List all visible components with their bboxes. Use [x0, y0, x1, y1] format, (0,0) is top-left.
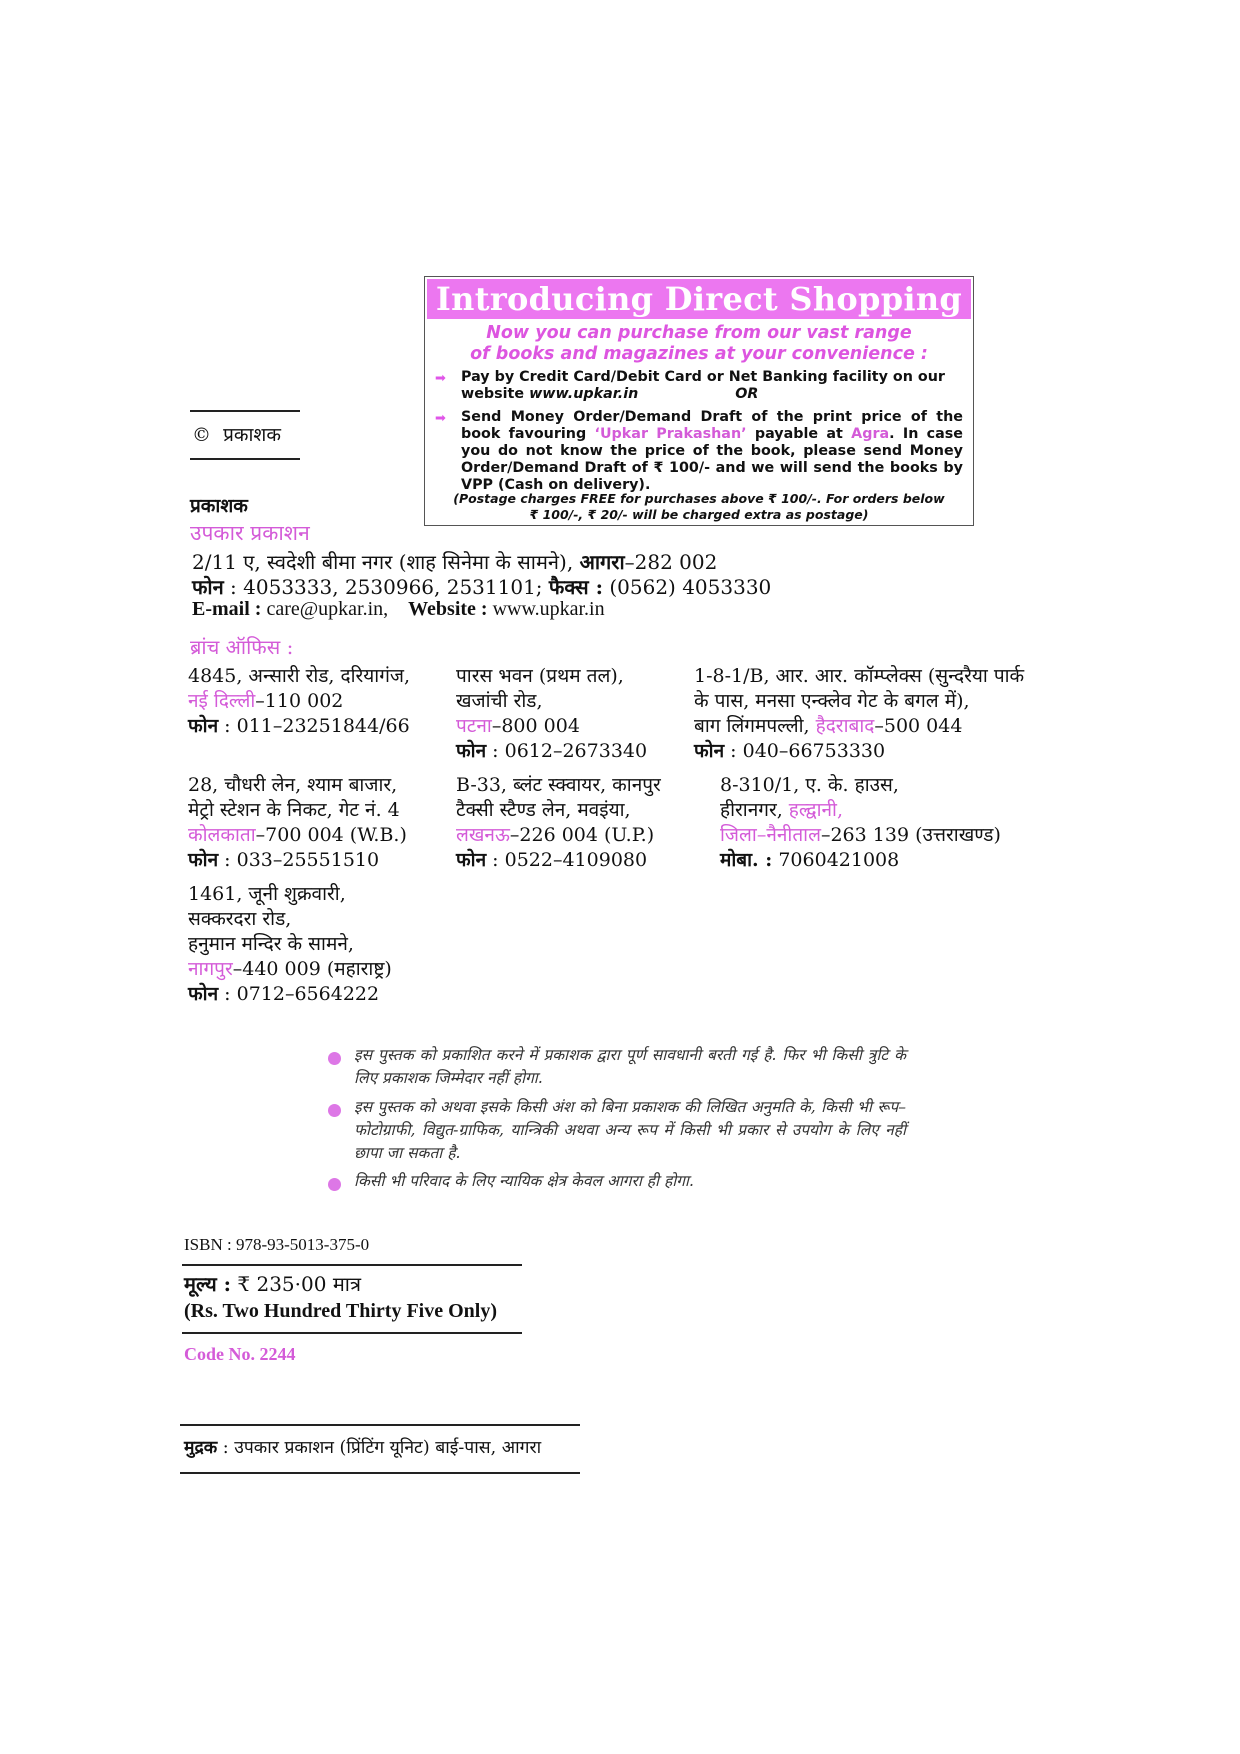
printer-line: [184, 1436, 541, 1460]
code-number: Code No. 2244: [184, 1344, 296, 1364]
branch-nagpur-address-3: हनुमान मन्दिर के सामने,: [188, 933, 354, 955]
branch-lucknow-address-1: B-33, ब्लंट स्क्वायर, कानपुर: [456, 774, 661, 796]
ad-note-line2: ₹ 100/-, ₹ 20/- will be charged extra as postage): [529, 507, 869, 522]
branch-haldwani-pin: –263 139 (उत्तराखण्ड): [820, 824, 1001, 846]
phone-label: फोन: [192, 575, 224, 599]
ad-item-money-order: [461, 409, 963, 494]
branch-kolkata: [188, 773, 407, 873]
email-label: E-mail :: [192, 598, 262, 620]
branch-kolkata-city: कोलकाता: [188, 824, 256, 846]
branch-patna-city: पटना: [456, 715, 492, 737]
ad-item2-text-b: payable at: [746, 426, 852, 442]
branch-haldwani-district: जिला–नैनीताल: [720, 824, 821, 846]
ad-item1-website: www.upkar.in: [529, 386, 639, 402]
ad-subtitle-line2: of books and magazines at your convenience :: [470, 344, 928, 364]
branch-nagpur-address-2: सक्करदरा रोड,: [188, 908, 292, 930]
branch-kolkata-address-1: 28, चौधरी लेन, श्याम बाजार,: [188, 774, 398, 796]
copyright-holder: प्रकाशक: [223, 424, 281, 446]
copyright-top-rule: [190, 410, 300, 412]
note-1: इस पुस्तक को प्रकाशित करने में प्रकाशक द्वारा पूर्ण सावधानी बरती गई है. फिर भी किसी त्रुटि के लिए प्रकाशक जिम्मेदार नहीं होगा.: [354, 1046, 906, 1087]
ad-item1-line1: Pay by Credit Card/Debit Card or Net Banking facility on our: [461, 369, 945, 385]
note-bullet-icon: [328, 1104, 341, 1117]
note-3: किसी भी परिवाद के लिए न्यायिक क्षेत्र केवल आगरा ही होगा.: [354, 1172, 694, 1190]
direct-shopping-ad: [424, 276, 974, 526]
website-label: Website :: [408, 598, 488, 620]
branch-lucknow: [456, 773, 661, 873]
ad-item1-or: OR: [735, 386, 759, 402]
branch-lucknow-pin: –226 004 (U.P.): [509, 824, 655, 846]
branch-nagpur-city: नागपुर: [188, 958, 233, 980]
publisher-address: [192, 550, 717, 575]
arrow-bullet-icon: ➡: [435, 411, 446, 426]
ad-item2-text-a: Send Money Order/Demand Draft of the print price of the book favouring: [461, 409, 963, 442]
branch-patna: [456, 664, 647, 764]
note-bullet-icon: [328, 1178, 341, 1191]
publisher-fax: (0562) 4053330: [602, 575, 772, 599]
phone-label: फोन: [456, 740, 487, 762]
branch-hyderabad-city: हैदराबाद: [815, 715, 875, 737]
phone-label: फोन: [188, 715, 219, 737]
branch-hyderabad-address-2: के पास, मनसा एन्क्लेव गेट के बगल में),: [694, 690, 970, 712]
price-label: मूल्य :: [184, 1272, 232, 1296]
note-2: इस पुस्तक को अथवा इसके किसी अंश को बिना प्रकाशक की लिखित अनुमति के, किसी भी रूप–फोटोग्राफी, विद्युत-ग्राफिक, यान्त्रिकी अथवा अन्य रूप में किसी भी प्रकार से उपयोग के लिए नहीं छापा जा सकता है.: [354, 1098, 906, 1162]
publisher-heading: प्रकाशक: [190, 495, 248, 517]
phone-label: फोन: [456, 849, 487, 871]
branch-patna-address-1: पारस भवन (प्रथम तल),: [456, 665, 624, 687]
printer-top-rule: [180, 1424, 580, 1426]
branch-nagpur-phone: : 0712–6564222: [218, 983, 380, 1005]
printer-label: मुद्रक: [184, 1438, 218, 1458]
branch-haldwani-city: हल्द्वानी,: [788, 799, 844, 821]
ad-postage-note: [425, 491, 973, 523]
note-bullet-icon: [328, 1052, 341, 1065]
branch-patna-phone: : 0612–2673340: [486, 740, 648, 762]
phone-label: फोन: [694, 740, 725, 762]
ad-item2-text-c: . In case you do not know the price of the book, please send Money Order/Demand Draft of ₹ 100/- and we will send the books by VPP (Cash on delivery).: [461, 426, 963, 493]
branch-nagpur-pin: –440 009 (महाराष्ट्र): [232, 958, 392, 980]
branch-delhi-address: 4845, अन्सारी रोड, दरियागंज,: [188, 665, 411, 687]
phone-label: फोन: [188, 849, 219, 871]
copyright-bottom-rule: [190, 458, 300, 460]
copyright-line: [192, 423, 281, 448]
branch-haldwani-address-2: हीरानगर,: [720, 799, 789, 821]
phone-label: फोन: [188, 983, 219, 1005]
arrow-bullet-icon: ➡: [435, 371, 446, 386]
copyright-symbol: ©: [192, 424, 211, 446]
ad-item2-city: Agra: [851, 426, 890, 442]
price-value: ₹ 235·00 मात्र: [231, 1272, 362, 1296]
printer-value: : उपकार प्रकाशन (प्रिंटिंग यूनिट) बाई-पास, आगरा: [217, 1438, 542, 1458]
branch-kolkata-phone: : 033–25551510: [218, 849, 380, 871]
price-in-words: (Rs. Two Hundred Thirty Five Only): [184, 1300, 498, 1322]
publisher-phone: : 4053333, 2530966, 2531101;: [223, 575, 549, 599]
publisher-email-website: [192, 597, 605, 622]
branch-haldwani-address-1: 8-310/1, ए. के. हाउस,: [720, 774, 899, 796]
branch-patna-pin: –800 004: [491, 715, 580, 737]
branch-lucknow-address-2: टैक्सी स्टैण्ड लेन, मवइंया,: [456, 799, 631, 821]
printer-bottom-rule: [180, 1472, 580, 1474]
branch-hyderabad-pin: –500 044: [874, 715, 963, 737]
branch-lucknow-phone: : 0522–4109080: [486, 849, 648, 871]
branch-hyderabad-phone: : 040–66753330: [724, 740, 886, 762]
ad-title: Introducing Direct Shopping: [427, 279, 971, 319]
branch-hyderabad: [694, 664, 1024, 764]
ad-item1-line2: [461, 386, 963, 403]
branches-heading: ब्रांच ऑफिस :: [190, 635, 294, 659]
publisher-website[interactable]: www.upkar.in: [487, 598, 605, 620]
branch-delhi-phone: : 011–23251844/66: [218, 715, 410, 737]
ad-item1-website-label: website: [461, 386, 530, 402]
price-line: [184, 1272, 361, 1297]
mobile-label: मोबा. :: [720, 849, 773, 871]
branch-patna-address-2: खजांची रोड,: [456, 690, 543, 712]
branch-delhi-pin: –110 002: [255, 690, 344, 712]
branch-hyderabad-address-3: बाग लिंगमपल्ली,: [694, 715, 816, 737]
isbn: ISBN : 978-93-5013-375-0: [184, 1235, 370, 1254]
publisher-address-street: 2/11 ए, स्वदेशी बीमा नगर (शाह सिनेमा के सामने),: [192, 550, 580, 574]
ad-subtitle-line1: Now you can purchase from our vast range: [486, 323, 912, 343]
branch-kolkata-address-2: मेट्रो स्टेशन के निकट, गेट नं. 4: [188, 799, 400, 821]
ad-note-line1: (Postage charges FREE for purchases above ₹ 100/-. For orders below: [453, 491, 945, 506]
branch-nagpur-address-1: 1461, जूनी शुक्रवारी,: [188, 883, 346, 905]
fax-label: फैक्स :: [548, 575, 603, 599]
ad-subtitle: [425, 323, 973, 365]
ad-item-card: [461, 369, 963, 403]
publisher-address-city: आगरा: [579, 550, 625, 574]
branch-delhi-city: नई दिल्ली: [188, 690, 256, 712]
branch-haldwani-phone: 7060421008: [772, 849, 900, 871]
branch-delhi: [188, 664, 410, 739]
publisher-name: उपकार प्रकाशन: [190, 521, 310, 545]
branch-lucknow-city: लखनऊ: [456, 824, 510, 846]
ad-item2-payee: ‘Upkar Prakashan’: [594, 426, 747, 442]
price-top-rule: [182, 1264, 522, 1266]
branch-hyderabad-address-1: 1-8-1/B, आर. आर. कॉम्प्लेक्स (सुन्दरैया पार्क: [694, 665, 1025, 687]
price-bottom-rule: [182, 1332, 522, 1334]
publisher-address-pin: –282 002: [624, 550, 718, 574]
publisher-email[interactable]: care@upkar.in,: [261, 598, 389, 620]
branch-kolkata-pin: –700 004 (W.B.): [255, 824, 407, 846]
branch-haldwani: [720, 773, 1001, 873]
branch-nagpur: [188, 882, 392, 1007]
